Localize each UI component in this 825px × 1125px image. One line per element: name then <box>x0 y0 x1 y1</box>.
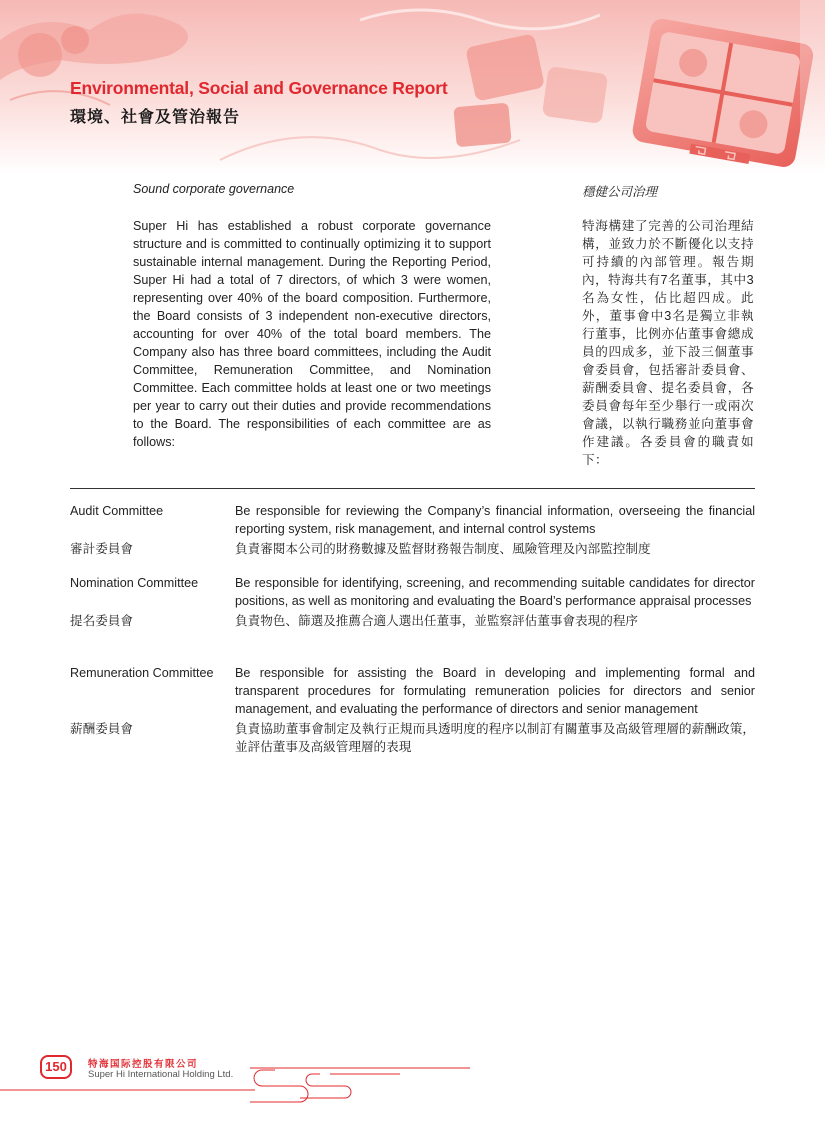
committee-nomination <box>70 574 755 630</box>
committee-remuneration <box>70 664 755 756</box>
report-title-zh: 環境、社會及管治報告 <box>70 109 241 126</box>
committee-row-zh <box>70 612 755 630</box>
committee-name-zh: 提名委員會 <box>70 614 133 628</box>
committee-desc-zh: 負責協助董事會制定及執行正規而具透明度的程序以制訂有關董事及高級管理層的薪酬政策，並評估董事及高級管理層的表現 <box>235 722 755 754</box>
section-heading-en: Sound corporate governance <box>133 182 295 196</box>
committee-row-zh <box>70 720 755 756</box>
committee-desc-zh: 負責物色、篩選及推薦合適人選出任董事，並監察評估董事會表現的程序 <box>235 614 638 628</box>
committee-name-en: Audit Committee <box>70 504 164 518</box>
committee-row-zh <box>70 540 755 558</box>
company-name-zh: 特海国际控股有限公司 <box>88 1059 199 1070</box>
committee-name-zh: 薪酬委員會 <box>70 722 133 736</box>
committee-name-en: Remuneration Committee <box>70 666 214 680</box>
page-number: 150 <box>40 1055 72 1079</box>
report-title-en: Environmental, Social and Governance Report <box>70 78 448 98</box>
section-heading-zh: 穩健公司治理 <box>582 185 658 199</box>
committee-row-en <box>70 664 755 718</box>
committee-row-en <box>70 502 755 538</box>
committee-desc-en: Be responsible for assisting the Board in developing and implementing formal and transparent procedures for formulating remuneration policies for directors and senior management, and evaluating the performance of directors and senior management <box>235 666 755 716</box>
company-name-en: Super Hi International Holding Ltd. <box>88 1069 234 1080</box>
committee-name-en: Nomination Committee <box>70 576 199 590</box>
section-divider <box>70 488 755 489</box>
committee-desc-en: Be responsible for identifying, screening, and recommending suitable candidates for director positions, as well as monitoring and evaluating the Board’s performance appraisal processes <box>235 576 755 608</box>
section-body-en: Super Hi has established a robust corporate governance structure and is committed to continually optimizing it to support sustainable internal management. During the Reporting Period, Super Hi had a total of 7 directors, of which 3 were women, representing over 40% of the board composition. Furthermore, the Board consists of 3 independent non-executive directors, accounting for over 40% of the total board members. The Company also has three board committees, including the Audit Committee, Remuneration Committee, and Nomination Committee. Each committee holds at least one or two meetings per year to carry out their duties and provide recommendations to the Board. The responsibilities of each committee are as follows: <box>133 219 491 449</box>
header-banner <box>0 0 825 175</box>
committee-name-zh: 審計委員會 <box>70 542 133 556</box>
committee-desc-en: Be responsible for reviewing the Company’s financial information, overseeing the financial reporting system, risk management, and internal control systems <box>235 504 755 536</box>
section-body-zh: 特海構建了完善的公司治理結構，並致力於不斷優化以支持可持續的內部管理。報告期內，特海共有7名董事，其中3名為女性，佔比超四成。此外，董事會中3名是獨立非執行董事，比例亦佔董事會總成員的四成多，並下設三個董事會委員會，包括審計委員會、薪酬委員會、提名委員會，各委員會每年至少舉行一或兩次會議，以執行職務並向董事會作建議。各委員會的職責如下： <box>582 219 754 467</box>
committee-row-en <box>70 574 755 610</box>
committee-audit <box>70 502 755 558</box>
committee-desc-zh: 負責審閱本公司的財務數據及監督財務報告制度、風險管理及內部監控制度 <box>235 542 651 556</box>
